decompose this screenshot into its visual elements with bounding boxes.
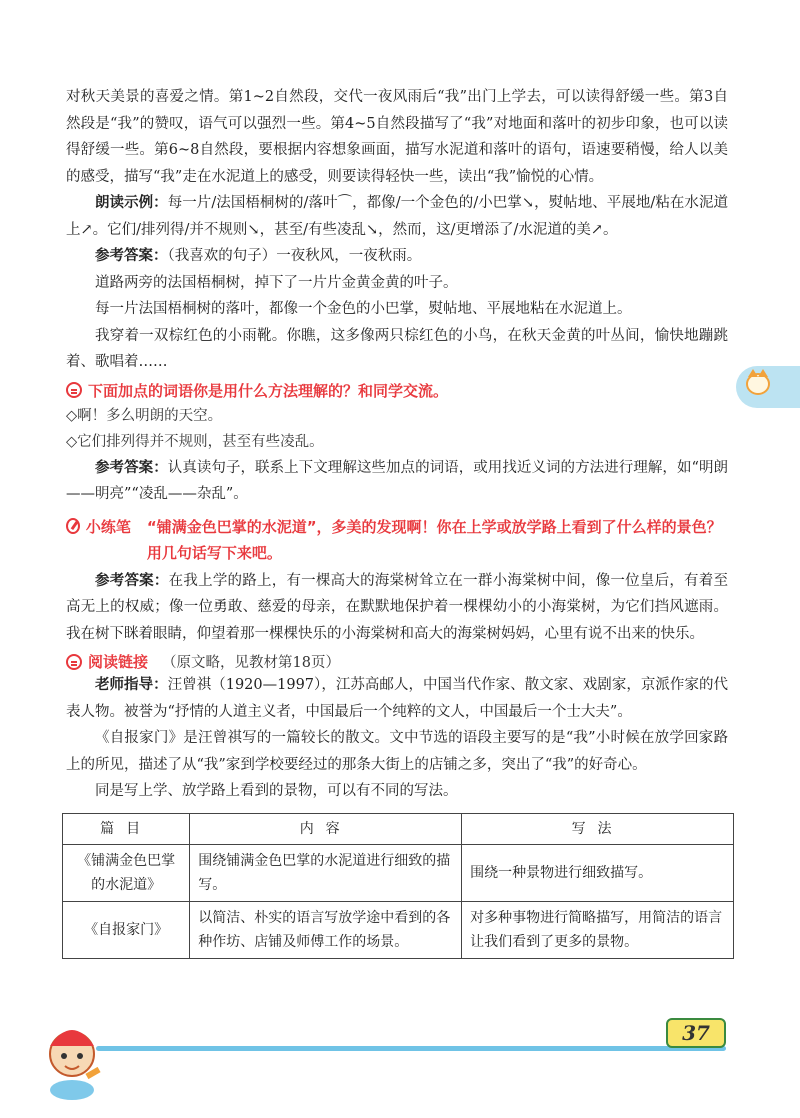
page-content	[66, 84, 728, 959]
table-row	[63, 901, 734, 958]
page-number: 37	[666, 1018, 726, 1048]
reading-link-heading	[66, 651, 728, 672]
intro-paragraph: 对秋天美景的喜爱之情。第1~2自然段，交代一夜风雨后“我”出门上学去，可以读得舒缓一些。第3自然段是“我”的赞叹，语气可以强烈一些。第4~5自然段描写了“我”对地面和落叶的初步印象，也可以读得舒缓一些。第6~8自然段，要根据内容想象画面，描写水泥道和落叶的语句，语速要稍慢，给人以美的感受，描写“我”走在水泥道上的感受，则要读得轻快一些，读出“我”愉悦的心情。	[66, 89, 728, 185]
footer-line	[96, 1046, 726, 1051]
reading-example	[66, 190, 728, 243]
reading-link-note: （原文略，见教材第18页）	[162, 655, 340, 671]
practice-tag: 小练笔	[85, 517, 131, 536]
table-cell: 以简洁、朴实的语言写放学途中看到的各种作坊、店铺及师傅工作的场景。	[190, 901, 462, 958]
table-row	[63, 844, 734, 901]
reading-link-tag: 阅读链接	[88, 653, 149, 671]
table-header: 篇目	[63, 813, 190, 844]
comparison-table	[62, 813, 734, 959]
question-icon	[66, 382, 82, 398]
practice-heading	[66, 514, 728, 566]
table-cell: 《自报家门》	[63, 901, 190, 958]
table-cell: 围绕铺满金色巴掌的水泥道进行细致的描写。	[190, 844, 462, 901]
question2-heading	[66, 380, 728, 401]
question2-item-0: ◇啊！多么明朗的天空。	[66, 407, 223, 424]
answer2-label: 参考答案：	[95, 459, 168, 476]
teacher-paragraph-2: 《自报家门》是汪曾祺写的一篇较长的散文。文中节选的语段主要写的是“我”小时候在放学回家路上的所见，描述了从“我”家到学校要经过的那条大街上的店铺之多，突出了“我”的好奇心。	[66, 730, 728, 773]
answer1-label: 参考答案：	[95, 248, 168, 264]
side-tab	[736, 366, 800, 408]
teacher-label: 老师指导：	[95, 677, 168, 693]
table-header: 内容	[190, 813, 462, 844]
table-cell: 围绕一种景物进行细致描写。	[462, 844, 734, 901]
mascot-icon	[32, 1010, 112, 1102]
answer1-line-3: 我穿着一双棕红色的小雨靴。你瞧，这多像两只棕红色的小鸟，在秋天金黄的叶丛间，愉快地蹦跳着、歌唱着……	[66, 327, 728, 370]
table-cell: 对多种事物进行简略描写，用简洁的语言让我们看到了更多的景物。	[462, 901, 734, 958]
pen-icon	[66, 518, 80, 534]
table-header-row	[63, 813, 734, 844]
table-cell: 《铺满金色巴掌的水泥道》	[63, 844, 190, 901]
answer3: 参考答案：在我上学的路上，有一棵高大的海棠树耸立在一群小海棠树中间，像一位皇后，有着至高无上的权威；像一位勇敢、慈爱的母亲，在默默地保护着一棵棵幼小的小海棠树，为它们挡风遮雨。我在树下眯着眼睛，仰望着那一棵棵快乐的小海棠树和高大的海棠树妈妈，心里有说不出来的快乐。	[66, 572, 729, 642]
answer3-label: 参考答案：	[95, 572, 169, 589]
book-icon	[66, 654, 82, 670]
answer1-line-1: 道路两旁的法国梧桐树，掉下了一片片金黄金黄的叶子。	[95, 274, 458, 291]
reading-example-text: 每一片/法国梧桐树的/落叶⌒，都像/一个金色的/小巴掌↘，熨帖地、平展地/粘在水泥道上↗。它们/排列得/并不规则↘，甚至/有些凌乱↘，然而，这/更增添了/水泥道的美↗。	[66, 195, 729, 238]
question2-title: 下面加点的词语你是用什么方法理解的？和同学交流。	[88, 381, 449, 400]
cat-icon	[746, 373, 770, 395]
answer2: 参考答案：认真读句子，联系上下文理解这些加点的词语，或用找近义词的方法进行理解，如“明朗——明亮”“凌乱——杂乱”。	[66, 459, 728, 502]
teacher-guide: 老师指导：汪曾祺（1920—1997），江苏高邮人，中国当代作家、散文家、戏剧家，京派作家的代表人物。被誉为“抒情的人道主义者，中国最后一个纯粹的文人，中国最后一个士大夫”。	[66, 677, 728, 720]
question2-item-1: ◇它们排列得并不规则，甚至有些凌乱。	[66, 433, 324, 450]
practice-title: “铺满金色巴掌的水泥道”，多美的发现啊！你在上学或放学路上看到了什么样的景色？用几句话写下来吧。	[146, 517, 722, 562]
teacher-paragraph-3: 同是写上学、放学路上看到的景物，可以有不同的写法。	[95, 783, 458, 799]
table-header: 写法	[462, 813, 734, 844]
reading-example-label: 朗读示例：	[95, 195, 168, 211]
answer1-line-0: 参考答案：（我喜欢的句子）一夜秋风，一夜秋雨。	[95, 248, 422, 264]
answer1-line-2: 每一片法国梧桐树的落叶，都像一个金色的小巴掌，熨帖地、平展地粘在水泥道上。	[95, 301, 632, 317]
